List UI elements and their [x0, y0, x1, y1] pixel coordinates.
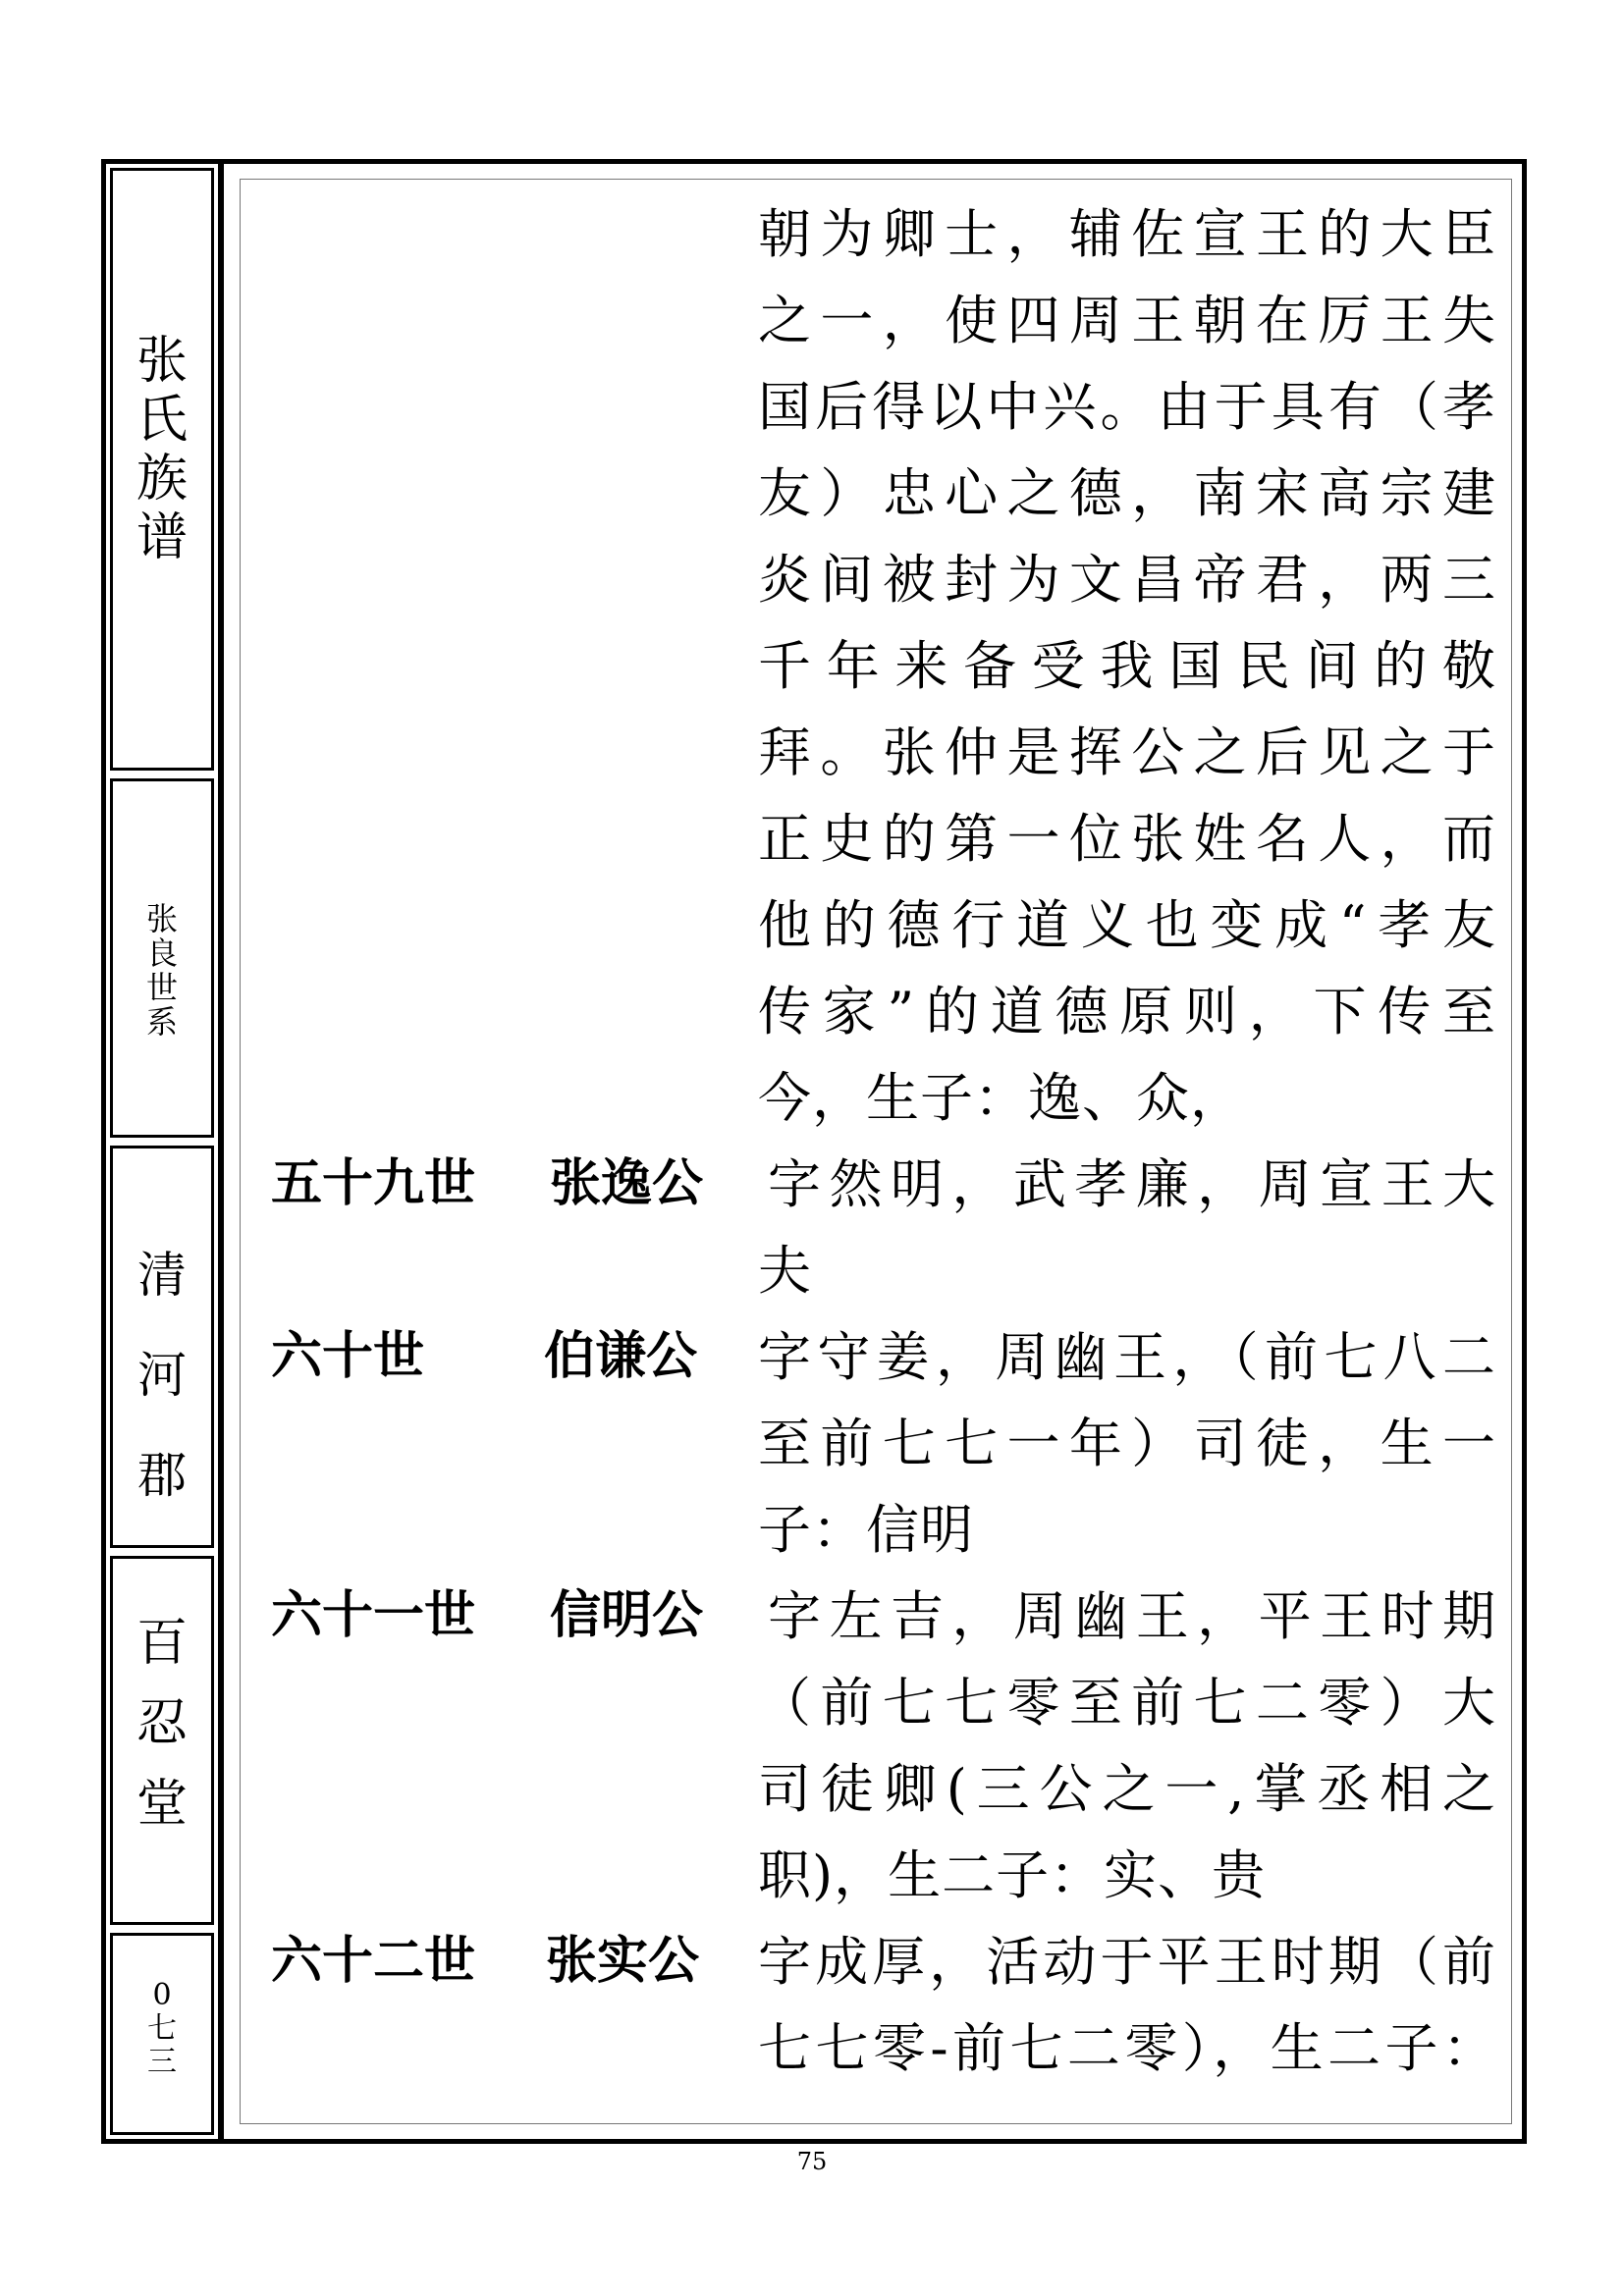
generation-label: 六十世: [271, 1326, 425, 1386]
sidebar-column: [106, 164, 218, 2139]
text-line: 传家”的道德原则，下传至: [758, 981, 1496, 1042]
sidebar-hall-char: 百: [135, 1614, 188, 1673]
sidebar-section-box: [110, 778, 214, 1138]
sidebar-title-char: 谱: [135, 508, 188, 567]
sidebar-page-box: [110, 1933, 214, 2135]
text-line: 朝为卿士，辅佐宣王的大臣: [758, 203, 1496, 265]
text-line: 职)，生二子：实、贵: [758, 1844, 1267, 1906]
column-divider: [218, 164, 224, 2139]
text-line: 字成厚，活动于平王时期（前: [758, 1931, 1496, 1993]
sidebar-title-char: 张: [135, 332, 188, 391]
sidebar-page-char: 三: [147, 2045, 177, 2079]
text-line: 友）忠心之德，南宋高宗建: [758, 462, 1496, 524]
text-line: 子：信明: [758, 1499, 974, 1561]
ancestor-name: 张实公: [546, 1931, 700, 1991]
generation-label: 六十一世: [271, 1585, 476, 1645]
sidebar-section-char: 张: [145, 900, 178, 937]
text-line: 今，生子：逸、众，: [758, 1067, 1244, 1129]
text-line: 千年来备受我国民间的敬: [758, 635, 1496, 697]
text-line: 司徒卿(三公之一,掌丞相之: [758, 1758, 1496, 1820]
text-line: 字然明，武孝廉，周宣王大: [768, 1153, 1496, 1215]
text-line: 字左吉，周幽王，平王时期: [768, 1585, 1496, 1647]
sidebar-clan-char: 郡: [137, 1447, 187, 1504]
sidebar-page-char: 七: [147, 2011, 177, 2046]
sidebar-hall-char: 堂: [135, 1775, 188, 1834]
text-line: 至前七七一年）司徒，生一: [758, 1413, 1496, 1474]
text-line: 国后得以中兴。由于具有（孝: [758, 376, 1496, 438]
sidebar-hall-char: 忍: [135, 1694, 188, 1753]
ancestor-name: 信明公: [550, 1585, 704, 1645]
sidebar-title-char: 族: [135, 450, 188, 508]
sidebar-section-char: 世: [145, 969, 178, 1006]
text-line: 拜。张仲是挥公之后见之于: [758, 721, 1496, 783]
sidebar-clan-char: 河: [137, 1347, 187, 1404]
sidebar-title-char: 氏: [135, 391, 188, 450]
text-line: 夫: [758, 1240, 812, 1302]
ancestor-name: 伯谦公: [544, 1326, 698, 1386]
text-line: 字守姜，周幽王，（前七八二: [758, 1326, 1496, 1388]
page-number: 75: [796, 2148, 828, 2175]
text-line: 正史的第一位张姓名人，而: [758, 808, 1496, 870]
sidebar-hall-box: [110, 1556, 214, 1925]
text-line: 他的德行道义也变成“孝友: [758, 894, 1496, 956]
text-line: 炎间被封为文昌帝君，两三: [758, 549, 1496, 611]
sidebar-section-char: 良: [145, 934, 178, 972]
text-line: 七七零-前七二零），生二子：: [758, 2017, 1496, 2079]
ancestor-name: 张逸公: [550, 1153, 704, 1213]
generation-label: 五十九世: [271, 1153, 476, 1213]
text-line: 之一，使四周王朝在厉王失: [758, 290, 1496, 351]
sidebar-page-char: 0: [152, 1978, 172, 2012]
sidebar-clan-box: [110, 1146, 214, 1548]
sidebar-section-char: 系: [145, 1003, 178, 1041]
sidebar-clan-char: 清: [137, 1247, 187, 1304]
text-line: （前七七零至前七二零）大: [758, 1672, 1496, 1734]
sidebar-title-box: [110, 168, 214, 771]
generation-label: 六十二世: [271, 1931, 476, 1991]
